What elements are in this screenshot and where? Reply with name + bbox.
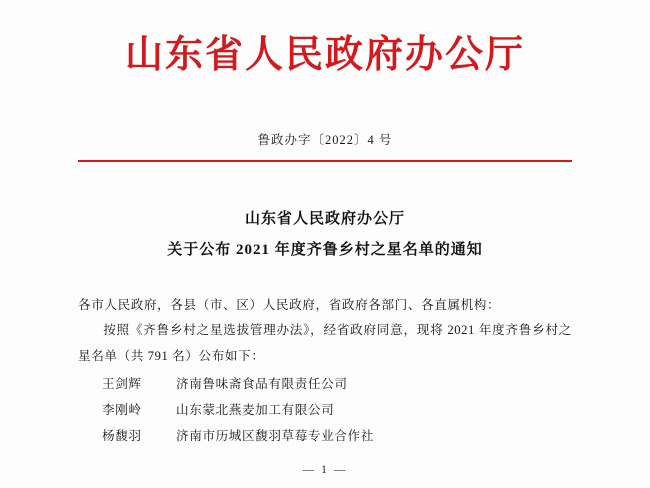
body-block [78, 293, 572, 450]
person-name: 杨馥羽 [102, 428, 142, 443]
person-name: 李刚岭 [102, 402, 142, 417]
title-line-subject: 关于公布 2021 年度齐鲁乡村之星名单的通知 [167, 242, 483, 258]
name-list [78, 372, 572, 449]
person-organization: 山东蒙北燕麦加工有限公司 [176, 402, 335, 417]
list-item [102, 398, 572, 424]
title-line-issuer: 山东省人民政府办公厅 [244, 210, 405, 227]
masthead [78, 0, 572, 78]
red-divider-rule [78, 160, 572, 162]
person-organization: 济南市历城区馥羽草莓专业合作社 [176, 428, 374, 443]
list-item [102, 372, 572, 398]
list-item [102, 424, 572, 450]
addressee-paragraph: 各市人民政府，各县（市、区）人民政府，省政府各部门、各直属机构： [78, 297, 501, 312]
person-name: 王剑辉 [102, 376, 142, 391]
masthead-title: 山东省人民政府办公厅 [124, 31, 525, 76]
intro-paragraph: 按照《齐鲁乡村之星选拔管理办法》，经省政府同意，现将 2021 年度齐鲁乡村之星名单（共 791 名）公布如下： [78, 323, 572, 364]
title-block [78, 204, 572, 267]
person-organization: 济南鲁味斋食品有限责任公司 [176, 376, 348, 391]
document-number: 鲁政办字〔2022〕4 号 [257, 132, 393, 147]
page-number-footer: — 1 — [302, 464, 348, 476]
